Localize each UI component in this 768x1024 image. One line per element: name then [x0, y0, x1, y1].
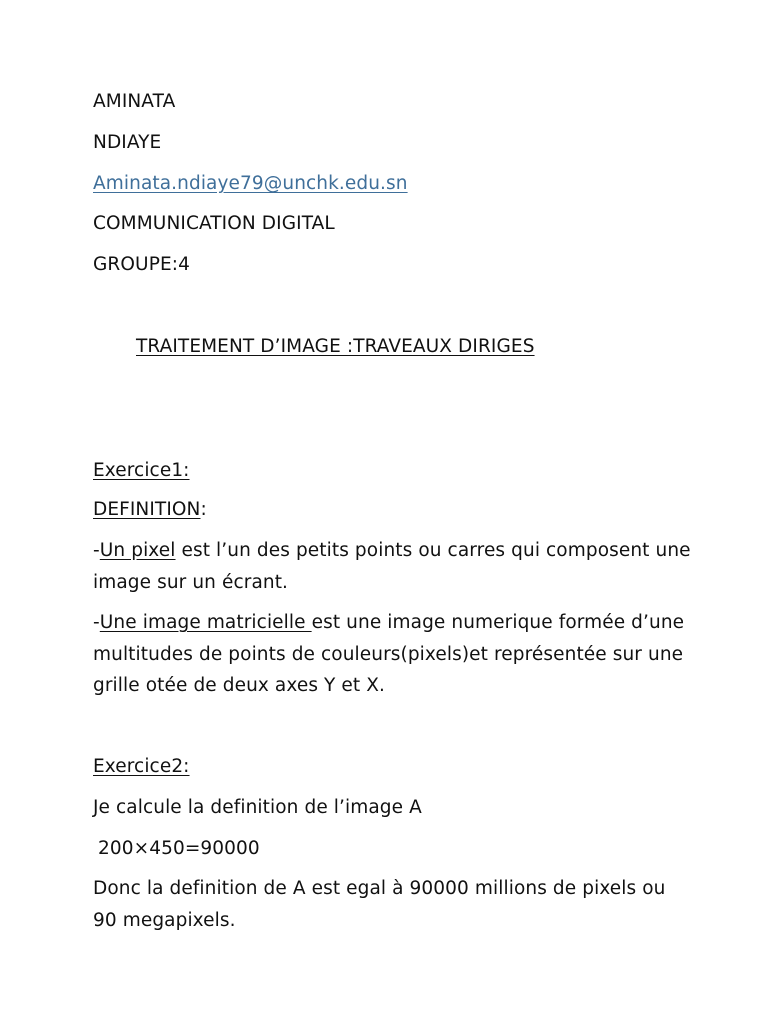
group-label: GROUPE:4: [93, 254, 190, 275]
exercise2-conclusion: Donc la definition de A est egal à 90000 millions de pixels ou 90 megapixels.: [93, 878, 666, 931]
dash: -: [93, 612, 100, 633]
email-link[interactable]: Aminata.ndiaye79@unchk.edu.sn: [93, 173, 408, 194]
first-name: AMINATA: [93, 91, 176, 112]
exercise2-line1: Je calcule la definition de l’image A: [93, 797, 422, 818]
dash: -: [93, 540, 100, 561]
definition-colon: :: [200, 499, 207, 520]
definition-heading: [93, 498, 207, 522]
term-pixel: Un pixel: [99, 540, 176, 561]
exercise2-heading: Exercice2:: [93, 756, 190, 777]
raster-definition-text: est une image numerique formée d’une multitudes de points de couleurs(pixels)et représentée sur une grille otée de deux axes Y et X.: [93, 612, 685, 696]
program-name: COMMUNICATION DIGITAL: [93, 213, 335, 234]
definition-label: DEFINITION: [93, 499, 201, 520]
document-title: TRAITEMENT D’IMAGE :TRAVEAUX DIRIGES: [136, 336, 535, 357]
term-raster-image: Une image matricielle: [99, 612, 312, 633]
pixel-definition-text: est l’un des petits points ou carres qui composent une image sur un écrant.: [93, 540, 691, 593]
last-name: NDIAYE: [93, 132, 162, 153]
exercise1-heading: Exercice1:: [93, 460, 190, 481]
exercise2-calculation: 200×450=90000: [98, 838, 260, 859]
definition-raster-image: [93, 607, 693, 702]
definition-pixel: [93, 535, 693, 598]
